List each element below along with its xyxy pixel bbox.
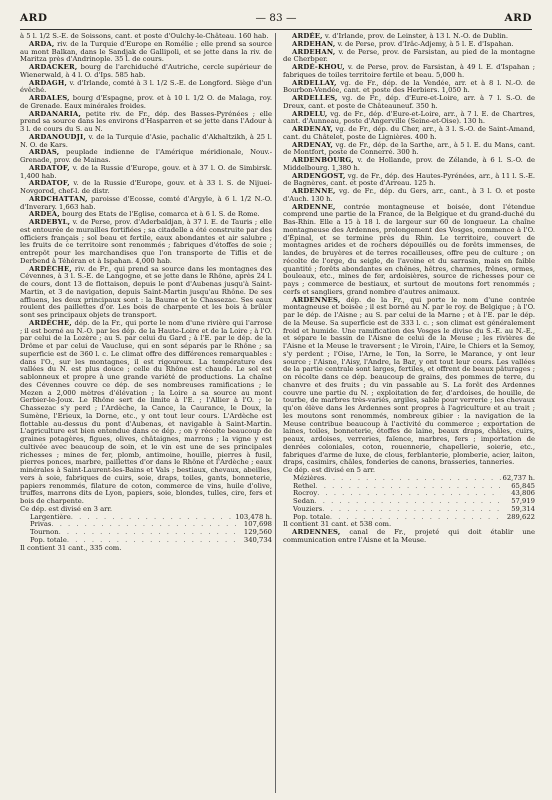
entry-paragraph: [283, 142, 535, 158]
entry-headword: ARDEBYL,: [29, 218, 71, 226]
population-value: 59,314: [511, 504, 535, 513]
dot-leader: [51, 521, 238, 529]
entry-text: v. de la Turquie d'Asie, pachalic d'Akhaltzikh, à 25 l. N. O. de Kars.: [20, 132, 272, 149]
entry-paragraph: [283, 529, 535, 545]
entry-text: peuplade indienne de l'Amérique méridionale, Nouv.-Grenade, prov. de Mainas.: [20, 148, 272, 164]
entry-text: dép. de la Fr., qui porte le nom d'une contrée montagneuse et boisée ; il est borné au N. par le roy. de Belgique ; à l'O. par le dép. de l'Aisne ; au S. par celui de la Marne ; et à l'E. par le dép. de la Meuse. Sa superficie est de 333 l. c. ; son climat est généralement froid et humide. Une ramification des Vosges le divise du S.-E. au N.-E., et sépare le bassin de l'Aisne de celui de la Meuse ; les rivières de l'Aisne et la Meuse le traversent ; le Viroin, l'Aire, le Chiers et la Semoy, s'y perdent ; l'Oise, l'Arne, le Ton, la Sorre, le Marance, y ont leur source ; l'Aisne, l'Aisy, l'Andre, la Bar, y ont tout leur cours. Les vallées de la partie centrale sont larges, fertiles, et offrent de beaux pâturages ; on récolte dans ce dép. beaucoup de grains, des pommes de terre, du chanvre et des fruits ; du vin passable au S. La forêt des Ardennes couvre une partie du N. ; exploitation de fer, d'ardoises, de houille, de tourbe, de marbres très-variés, argiles, sable pour verrerie ; les chevaux qu'on élève dans les Ardennes sont propres à l'agriculture et au trait ; les moutons sont renommés, nombreux gibier : la navigation de la Meuse contribue beaucoup à l'activité du commerce ; exportation de laines, toiles, bonneterie, étoffes de laine, beaux draps, châles, cuirs, peaux, ardoises, verreries, faïence, marbres, fers ; importation de denrées coloniales, coton, rouennerie, chapellerie, soierie, etc., fabriques d'arme de luxe, de clous, ferblanterie, plomberie, acier, laiton, draps, casimirs, châles, fonderies de canons, brasseries, tanneries.: [283, 295, 535, 467]
dot-leader: [59, 529, 238, 537]
header-left-keyword: ARD: [20, 12, 48, 24]
entry-headword: ARDÈCHE,: [29, 318, 72, 327]
entry-headword: ARDEA,: [29, 210, 60, 219]
entry-headword: ARDANARIA,: [29, 109, 82, 118]
population-value: 103,478 h.: [235, 512, 272, 521]
entry-headword: ARDACKER,: [29, 63, 78, 71]
header-right-keyword: ARD: [504, 12, 532, 24]
entry-paragraph: [20, 320, 272, 506]
entry-text: v. de Perse, prov. d'Aderbaïdjan, à 37 l. E. de Tauris ; elle est entourée de murailles fortifiées ; sa citadelle a été construite par des officiers français ; sol beau et fertile, eaux abondantes et air salubre ; les fruits de ce territoire sont renommés ; fabriques d'étoffes de soie ; entrepôt pour les marchandises que l'on transporte de Tiflis et de Derbend à Téhéran et à Ispahan. 4,000 hab.: [20, 218, 272, 265]
entry-text: bourg des Etats de l'Eglise, comarca et à 6 l. S. de Rome.: [62, 210, 260, 219]
page-number: — 83 —: [255, 12, 297, 24]
dot-leader: [314, 498, 501, 506]
entry-text: vg. de Fr., dép. d'Eure-et-Loire, arr. à 7 l. S.-O. de Dreux, cant. et poste de Châteauneuf. 350 h.: [283, 94, 535, 110]
entry-headword: ARDÉE,: [292, 32, 323, 40]
entry-headword: ARDCHATTAN,: [29, 194, 88, 203]
entry-paragraph: [283, 64, 535, 80]
entry-paragraph: [283, 49, 535, 65]
entry-text: Ce dép. est divisé en 5 arr.: [283, 466, 376, 474]
entry-paragraph: [283, 95, 535, 111]
arrondissement-name: Vouziers: [293, 504, 323, 513]
entry-paragraph: [283, 297, 535, 468]
entry-text: canal de Fr., projeté qui doit établir une communication entre l'Aisne et la Meuse.: [283, 528, 535, 544]
entry-headword: ARDÈCHE,: [29, 264, 72, 273]
entry-headword: ARDALES,: [29, 94, 70, 102]
dot-leader: [71, 514, 235, 522]
entry-headword: ARDENAY,: [292, 125, 334, 133]
entry-text: vg. de Fr., dép. de la Vendée, arr. et à 8 l. N.-O. de Bourbon-Vendée, cant. et poste des Herbiers. 1,050 h.: [283, 78, 535, 95]
arrondissement-name: Sedan: [293, 497, 315, 505]
entry-paragraph: [20, 196, 272, 212]
entry-headword: ARDATOF,: [29, 179, 70, 188]
entry-paragraph: [283, 80, 535, 96]
population-value: 107,698: [243, 520, 272, 529]
entry-text: bourg d'Espagne, prov. et à 10 l. 1/2 O. de Malaga, roy. de Grenade. Eaux minérales froides.: [20, 94, 272, 110]
entry-text: v. de Perse, prov. d'Irâc-Adjemy, à 5 l. E. d'Ispahan.: [337, 39, 514, 48]
entry-headword: ARDAGH,: [29, 78, 68, 87]
column-divider: [275, 33, 276, 793]
entry-headword: ARDENGOST,: [292, 171, 346, 180]
entry-text: v. de la Russie d'Europe, gouv. et à 33 l. S. de Nijuei-Novgorod, chef-l. de distr.: [20, 179, 272, 195]
entry-text: vg. de Fr., dép. de la Sarthe, arr., à 5 l. E. du Mans, cant. de Montfort, poste de Connerré. 300 h.: [283, 140, 535, 157]
arrondissement-name: Rethel: [293, 481, 316, 490]
arrondissement-name: Privas: [30, 520, 52, 529]
population-value: 62,737 h.: [502, 473, 535, 482]
entry-headword: ARDEHAN,: [292, 39, 336, 48]
left-column: [20, 33, 272, 552]
table-row: [283, 490, 535, 498]
entry-text: à 5 l. 1/2 S.-E. de Soissons, cant. et poste d'Oulchy-le-Château. 160 hab.: [20, 32, 269, 40]
arrondissement-name: Rocroy: [293, 489, 318, 498]
population-value: 340,734: [243, 535, 272, 544]
arrondissement-name: Pop. totale: [30, 535, 67, 544]
entry-paragraph: [20, 80, 272, 96]
population-value: 129,560: [243, 528, 272, 536]
entry-text: v. d'Irlande, prov. de Leinster, à 13 l. N.-O. de Dublin.: [324, 32, 509, 40]
population-value: 289,622: [506, 512, 535, 521]
entry-paragraph: [283, 111, 535, 127]
table-row: [283, 483, 535, 491]
population-value: 57,919: [511, 497, 535, 505]
entry-headword: ARDENNES,: [292, 295, 341, 304]
entry-text: v. de Hollande, prov. de Zélande, à 6 l. S.-O. de Middelbourg. 1,380 h.: [283, 156, 536, 172]
entry-text: dép. de la Fr., qui porte le nom d'une rivière qui l'arrose ; il est borné au N.-O. par les dép. de la Haute-Loire et de la Loire ; à l'O. par celui de la Lozère ; au S. par celui du Gard ; à l'E. par le dép. de la Drôme et par celui de Vaucluse, qui en sont séparés par le Rhône ; sa superficie est de 360 l. c. Le climat offre des différences remarquables : dans l'O., sur les montagnes, il est rigoureux. La température des vallées du N. est plus douce ; celle du Rhône est chaude. Le sol est sablonneux et propre à une grande variété de productions. La chaîne des Cévennes couvre ce dép. de ses nombreuses ramifications ; le Mezen a 2,000 mètres d'élévation ; la Loire a sa source au mont Gerbier-le-Joux. Le Rhône sert de limite à l'E. ; l'Allier à l'O. ; le Chassezac s'y perd ; l'Ardèche, la Cance, la Caurance, le Doux, la Sumène, l'Erieux, la Dorne, etc., y ont tout leur cours. L'Ardèche est flottable au-dessus du pont d'Aubenas, et navigable à Saint-Martin. L'agriculture est bien entendue dans ce dép. ; on y récolte beaucoup de graines potagères, figues, olives, châtaignes, marrons ; la vigne y est cultivée avec beaucoup de soin, et le vin est une de ses principales richesses ; mines de fer, plomb, antimoine, houille, pierres à fusil, pierres ponces, marbre, paillettes d'or dans le Rhône et l'Ardèche ; eaux minérales à Saint-Laurent-les-Bains et Vals ; bestiaux, chevaux, abeilles, vers à soie, fabriques de cuirs, soie, draps, toiles, gants, bonneterie, papiers renommés, filature de coton, commerce de vins, huile d'olive, truffes, marrons dits de Lyon, papiers, soie, blondes, tulles, cire, fers et bois de charpente.: [20, 318, 272, 505]
entry-headword: ARDELU,: [292, 109, 328, 118]
dot-leader: [322, 506, 501, 514]
entry-paragraph: [283, 126, 535, 142]
dot-leader: [325, 475, 501, 483]
entry-paragraph: [20, 134, 272, 150]
entry-headword: ARDELLES,: [292, 94, 338, 102]
population-value: 65,845: [511, 481, 535, 490]
entry-text: riv. de Fr., qui prend sa source dans les montagnes des Cévennes, à 3 l. S.-E. de Langogne, et se jette dans le Rhône, après 24 l. de cours, dont 13 de flottaison, depuis le pont d'Aubenas jusqu'à Saint-Martin, et 3 de navigation, depuis Saint-Martin jusqu'au Rhône. De ses affluens, les deux principaux sont : la Baume et le Chassezac. Ses eaux roulent des paillettes d'or. Les bois de charpente et les bois à brûler sont ses principaux objets de transport.: [20, 264, 272, 319]
entry-headword: ARDENNE,: [292, 187, 336, 195]
entry-headword: ARDÉ-KHOU,: [292, 63, 345, 71]
arrondissement-name: Pop. totale: [293, 512, 330, 521]
entry-paragraph: [20, 219, 272, 266]
entry-headword: ARDANOUDJI,: [29, 132, 87, 141]
entry-paragraph: [20, 165, 272, 181]
entry-text: v. d'Irlande, comté à 3 l. 1/2 S.-E. de Longford. Siège d'un évêché.: [20, 78, 272, 95]
dot-leader: [315, 483, 501, 491]
entry-text: v. de la Russie d'Europe, gouv. et à 37 l. O. de Simbirsk. 1,400 hab.: [20, 163, 272, 180]
entry-text: vg. de Fr., dép. d'Eure-et-Loire, arr., à 7 l. E. de Chartres, cant. d'Aunneau, poste d'Angerville (Seine-et-Oise). 130 h.: [283, 109, 535, 126]
table-row: [283, 475, 535, 483]
entry-text: vg. de Fr., dép. des Hautes-Pyrénées, arr., à 11 l. S.-E. de Bagnères, cant. et poste d'Arreau. 125 h.: [283, 171, 535, 188]
entry-text: paroisse d'Ecosse, comté d'Argyle, à 6 l. 1/2 N.-O. d'Inverary. 1,663 hab.: [20, 194, 272, 211]
cantons-note: Il contient 31 cant. et 538 com.: [283, 520, 392, 529]
entry-headword: ARDENBOURG,: [292, 156, 354, 164]
arrondissement-name: Tournon: [30, 528, 59, 536]
entry-text: v. de Perse, prov. de Farsistan, à 49 l. E. d'Ispahan ; fabriques de toiles territoire fertile et beau. 5,000 h.: [283, 63, 535, 79]
entry-paragraph: [283, 204, 535, 297]
population-value: 43,806: [511, 489, 535, 498]
entry-text: petite riv. de Fr., dép. des Basses-Pyrénées ; elle prend sa source dans les environs d'Hasparren et se jette dans l'Adour à 3 l. de cours du S. au N.: [20, 109, 272, 133]
entry-text: vg. de Fr., dép. du Cher, arr., à 3 l. S.-O. de Saint-Amand, cant. du Châtelet, poste de Lignières. 400 h.: [283, 125, 535, 141]
entry-text: contrée montagneuse et boisée, dont l'étendue comprend une partie de la France, de la Belgique et du grand-duché du Bas-Rhin. Elle a 15 à 18 l. de largeur sur 60 de longueur. La chaîne montagneuse des Ardennes, prolongement des Vosges, commence à l'O. d'Épinal, et se termine près du Rhin. Le territoire, couvert de montagnes arides et de rochers dépouillés ou de forêts immenses, de landes, de bruyères et de terres rocailleuses, offre peu de culture ; on récolte de l'orge, du seigle, de l'avoine et du sarrasin, mais en faible quantité ; forêts abondantes en chênes, hêtres, charmes, frênes, ormes, bouleaux, etc., mines de fer, ardoisières, source de richesses pour ce pays ; commerce de bestiaux, et surtout de moutons fort renommés ; cerfs et sangliers, grand nombre d'autres animaux.: [283, 202, 535, 296]
entry-headword: ARDENNES,: [292, 528, 341, 536]
entry-paragraph: [20, 64, 272, 80]
entry-paragraph: [20, 266, 272, 320]
entry-text: vg. de Fr., dép. du Gers, arr., cant., à 3 l. O. et poste d'Auch. 130 h.: [283, 187, 535, 203]
arrondissement-name: Largentière: [30, 512, 71, 521]
entry-paragraph: [283, 188, 535, 204]
arrondissement-name: Mézières: [293, 473, 325, 482]
entry-headword: ARDA,: [29, 39, 55, 48]
entry-text: riv. de la Turquie d'Europe en Romélie ; elle prend sa source au mont Balkan, dans le Sandjak de Gallipoli, et se jette dans la riv. de Maritza près d'Andrinople. 35 l. de cours.: [20, 39, 272, 64]
entry-headword: ARDEHAN,: [292, 47, 336, 56]
entry-text: v. de Perse, prov. de Farsistan, au pied de la montagne de Cherbper.: [283, 47, 535, 64]
entry-text: bourg de l'archiduché d'Autriche, cercle supérieur de Wienerwald, à 4 l. O. d'Ips. 585 hab.: [20, 63, 272, 79]
entry-paragraph: [283, 173, 535, 189]
entry-headword: ARDAS,: [29, 148, 60, 157]
entry-headword: ARDATOF,: [29, 163, 70, 172]
entry-paragraph: [20, 111, 272, 134]
entry-paragraph: [20, 180, 272, 196]
table-row: [20, 514, 272, 522]
entry-paragraph: [20, 41, 272, 64]
entry-paragraph: [20, 95, 272, 111]
header-rule: [20, 29, 532, 30]
entry-headword: ARDENAY,: [292, 140, 334, 149]
right-column: [283, 33, 535, 545]
entry-paragraph: [20, 149, 272, 165]
entry-headword: ARDENNE,: [292, 202, 336, 211]
dot-leader: [317, 490, 501, 498]
entry-headword: ARDELLAY,: [292, 78, 337, 87]
entry-paragraph: [283, 157, 535, 173]
cantons-note: Il contient 31 cant., 335 com.: [20, 543, 122, 552]
running-header: [20, 12, 532, 28]
entry-text: Ce dép. est divisé en 3 arr.: [20, 504, 113, 513]
